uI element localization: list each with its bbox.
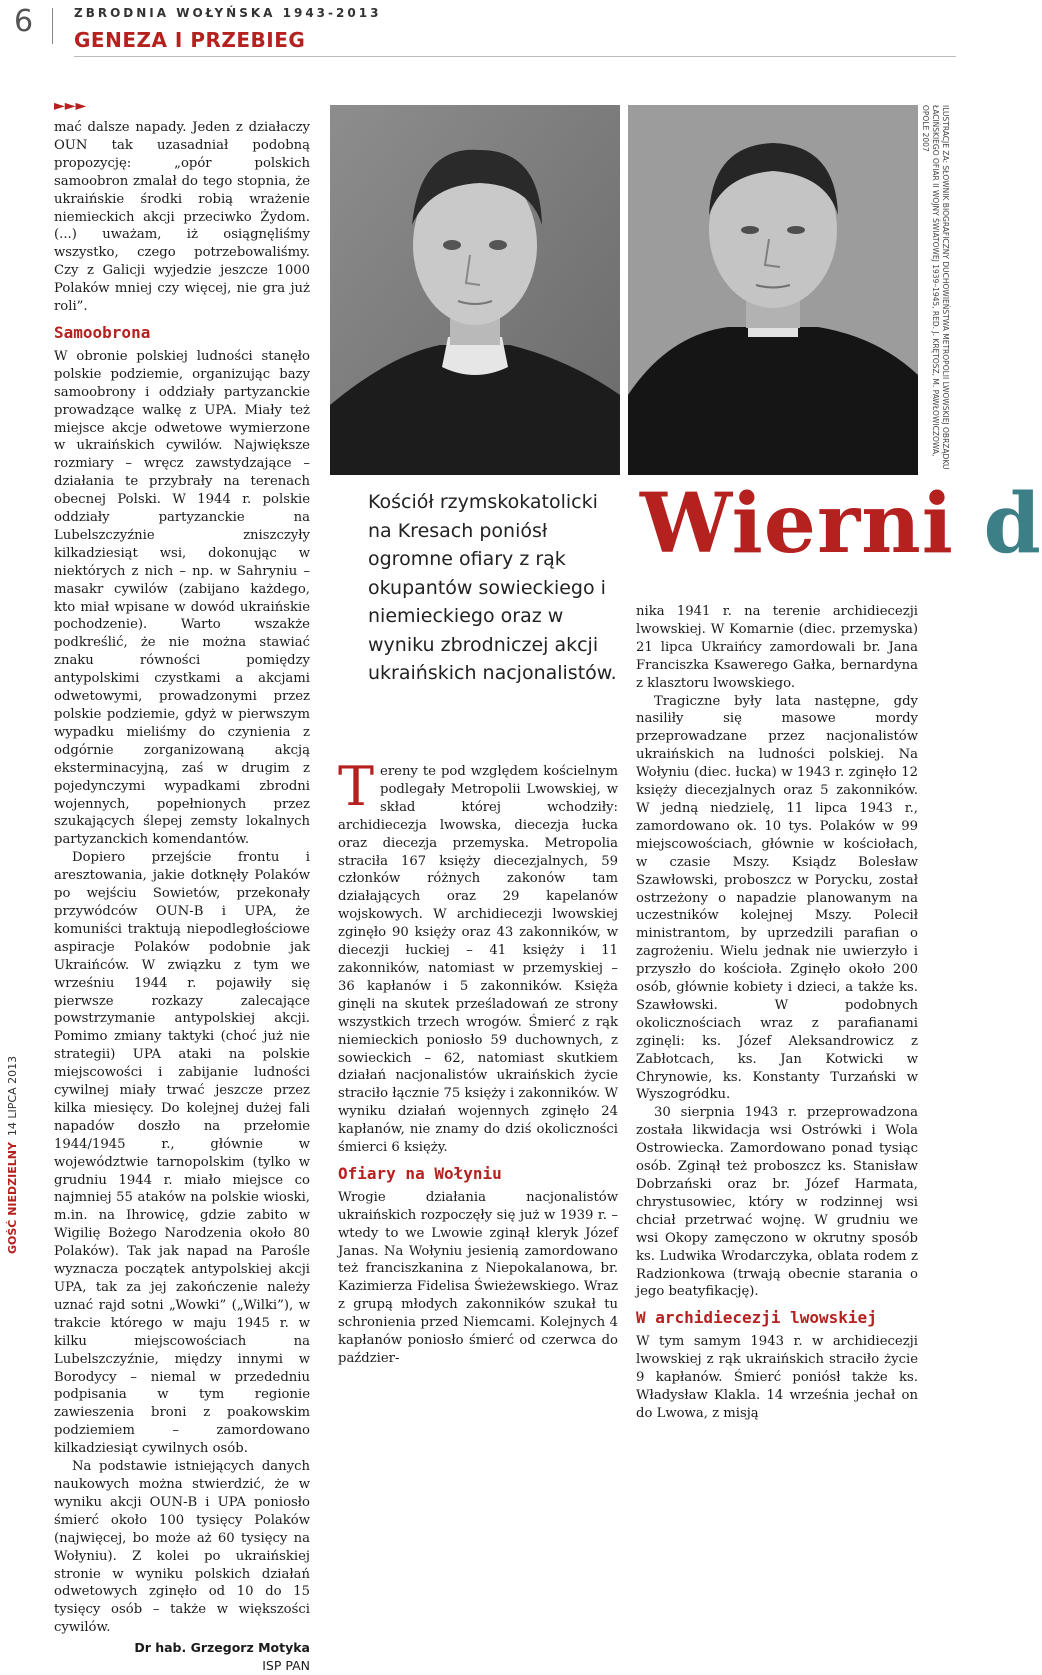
paragraph: nika 1941 r. na terenie archidiecezji lwowskiej. W Komarnie (diec. przemyska) 21 lipca Ukraińcy zamordowali br. Jana Franciszka Ksawerego Gałka, bernardyna z klasztoru lwowskiego. bbox=[636, 604, 918, 691]
margin-label bbox=[0, 1055, 22, 1256]
section-title: GENEZA I PRZEBIEG bbox=[74, 28, 306, 52]
magazine-name: GOŚĆ NIEDZIELNY bbox=[6, 1142, 19, 1254]
priest-portrait-2 bbox=[628, 105, 918, 475]
lead-paragraph: Kościół rzymskokatolicki na Kresach poniósł ogromne ofiary z rąk okupantów sowieckiego i niemieckiego oraz w wyniku zbrodniczej akcji ukraińskich nacjonalistów. bbox=[368, 491, 617, 684]
paragraph: W tym samym 1943 r. w archidiecezji lwowskiej z rąk ukraińskich straciło życie 9 kapłanów. Śmierć poniósł także ks. Władysław Klakla. 14 września jechał on do Lwowa, z misją bbox=[636, 1334, 918, 1421]
column-1 bbox=[54, 119, 310, 1675]
paragraph: Wrogie działania nacjonalistów ukraińskich rozpoczęły się już w 1939 r. – wtedy to we Lwowie zginął kleryk Józef Janas. Na Wołyniu jesienią zamordowano też franciszkanina z Niepokalanowa, br. Kazimierza Fidelisa Świeżewskiego. Wraz z grupą młodych zakonników szukał tu schronienia przed Niemcami. Kolejnych 4 kapłanów poniosło śmierć od czerwca do paździer- bbox=[338, 1189, 618, 1366]
page-number: 6 bbox=[14, 4, 34, 39]
photo-credit: ILUSTRACJE ZA: SŁOWNIK BIOGRAFICZNY DUCHOWIEŃSTWA METROPOLII LWOWSKIEJ OBRZĄDKU ŁACIŃSKIEGO OFIAR II WOJNY ŚWIATOWEJ 1939–1945, RED. J. KRĘTOSZ, M. PAWŁOWICZOWA, OPOLE 2007 bbox=[921, 105, 950, 470]
paragraph: Tereny te pod względem kościelnym podlegały Metropolii Lwowskiej, w skład której wchodziły: archidiecezja lwowska, diecezja łucka oraz diecezja przemyska. Metropolia straciła 167 księży diecezjalnych, 59 członków różnych zakonów tam działających oraz 29 kapelanów wojskowych. W archidiecezji lwowskiej zginęło 90 księży oraz 43 zakonników, w diecezji łuckiej – 41 księży i 11 zakonników, natomiast w przemyskiej – 36 kapłanów i 5 zakonników. Księża ginęli na skutek prześladowań ze strony wszystkich trzech wrogów. Śmierć z rąk niemieckich poniosło 59 duchownych, z sowieckich – 62, natomiast skutkiem działań nacjonalistów ukraińskich życie straciło łącznie 75 księży i zakonników. W wyniku działań wojennych zginęło 24 kapłanów, nie znamy do dziś okoliczności śmierci 6 księży. bbox=[338, 755, 618, 1156]
paragraph: mać dalsze napady. Jeden z działaczy OUN tak uzasadniał podobną propozycję: „opór polskich samoobron zmalał do tego stopnia, że ukraińskie środki robią wrażenie niemieckich akcji przeciwko Żydom. (...) uważam, iż osiągnęliśmy wszystko, czego potrzebowaliśmy. Czy z Galicji wyjedzie jeszcze 1000 Polaków mniej czy więcej, nie gra już roli”. bbox=[54, 120, 310, 315]
paragraph: Tragiczne były lata następne, gdy nasiliły się masowe mordy przeprowadzane przez nacjonalistów ukraińskich na ludności polskiej. Na Wołyniu (diec. łucka) w 1943 r. zginęło 12 księży diecezjalnych oraz 5 zakonników. W jedną niedzielę, 11 lipca 1943 r., zamordowano ok. 10 tys. Polaków w 99 miejscowościach, głównie w kościołach, w czasie Mszy. Ksiądz Bolesław Szawłowski, proboszcz w Porycku, został ostrzeżony o napadzie planowanym na uczestników kolejnej Mszy. Polecił ministrantom, by uprzedzili parafian o zagrożeniu. Wielu jednak nie uwierzyło i przyszło do kościoła. Zginęło około 200 osób, głównie kobiety i dzieci, a także ks. Szawłowski. W podobnych okolicznościach wraz z parafianami zginęli: ks. Józef Aleksandrowicz z Zabłotcach, ks. Jan Kotwicki w Chrynowie, ks. Konstanty Turzański w Wyszogródku. bbox=[636, 693, 918, 1103]
header-rule bbox=[74, 56, 956, 57]
page-number-divider bbox=[52, 8, 53, 44]
paragraph: 30 sierpnia 1943 r. przeprowadzona została likwidacja wsi Ostrówki i Wola Ostrowiecka. Zamordowano ponad tysiąc osób. Zginął też proboszcz ks. Stanisław Dobrzański oraz br. Józef Harmata, chrystusowiec, który w rodzinnej wsi chciał przetrwać wojnę. W grudniu we wsi Okopy zamęczono w okrutny sposób ks. Ludwika Wrodarczyka, oblata rodem z Radzionkowa (trwają obecnie starania o jego beatyfikację). bbox=[636, 1105, 918, 1300]
title-tail: d bbox=[983, 476, 1042, 572]
drop-cap: T bbox=[338, 755, 375, 818]
title-main: Wierni bbox=[640, 476, 954, 572]
paragraph: W obronie polskiej ludności stanęło polskie podziemie, organizując bazy samoobrony i oddziały partyzanckie prowadzące walkę z UPA. Miały też miejsce akcje odwetowe wymierzone w ukraińskich cywilów. Największe rozmiary – wręcz zawstydzające – działania te przybrały na terenach obecnej Polski. W 1944 r. polskie oddziały partyzanckie na Lubelszczyźnie zniszczyły kilkadziesiąt wsi, dokonując w niektórych z nich – np. w Sahryniu – masakr cywilów (zabijano każdego, kto miał wpisane w dowód ukraińskie pochodzenie). Warto wszakże podkreślić, że nie można stawiać znaku równości pomiędzy antypolskimi czystkami a akcjami odwetowymi, prowadzonymi przez polskie podziemie, gdyż w pierwszym wypadku mieliśmy do czynienia z odgórnie zorganizowaną akcją eksterminacyjną, zaś w drugim z pojedynczymi wypadkami zbrodni wojennych, popełnionych przez szukających ślepej zemsty lokalnych partyzanckich komendantów. bbox=[54, 348, 310, 848]
subheading-samoobrona: Samoobrona bbox=[54, 322, 151, 342]
priest-portrait-1 bbox=[330, 105, 620, 475]
column-3 bbox=[636, 603, 918, 1423]
supertitle: ZBRODNIA WOŁYŃSKA 1943-2013 bbox=[74, 6, 382, 20]
author-affiliation: ISP PAN bbox=[262, 1658, 310, 1674]
subheading-w-archidiecezji-lwowskiej: W archidiecezji lwowskiej bbox=[636, 1308, 877, 1328]
continuation-arrows: ►►► bbox=[54, 98, 87, 114]
subheading-ofiary-na-wolyniu: Ofiary na Wołyniu bbox=[338, 1163, 502, 1183]
issue-date: 14 LIPCA 2013 bbox=[6, 1055, 19, 1137]
paragraph: Dopiero przejście frontu i aresztowania, jakie dotknęły Polaków po wejściu Sowietów, przekonały przywódców OUN-B i UPA, że komuniści traktują niepodległościowe aspiracje Polaków podobnie jak Ukraińców. W związku z tym we wrześniu 1944 r. pojawiły się pierwsze rozkazy zalecające powstrzymanie antypolskiej akcji. Pomimo zmiany taktyki (choć już nie strategii) UPA ataki na polskie miejscowości i zabijanie ludności cywilnej miały trwać jeszcze przez kilka miesięcy. Do kolejnej dużej fali napadów doszło na przełomie 1944/1945 r., głównie w województwie tarnopolskim (tylko w grudniu 1944 r. miało miejsce co najmniej 55 ataków na polskie wioski, m.in. na Ihrowicę, gdzie zabito w Wigilię Bożego Narodzenia około 80 Polaków). Tak jak napad na Parośle wyznacza początek antypolskiej akcji UPA, tak za jej zakończenie należy uznać rajd sotni „Wowki” („Wilki”), w trakcie którego w maju 1945 r. w kilku miejscowościach na Lubelszczyźnie, między innymi w Borodycy – niemal w przededniu podpisania w tym regionie zawieszenia broni z poakowskim podziemiem – zamordowano kilkadziesiąt cywilnych osób. bbox=[54, 850, 310, 1457]
article-title bbox=[640, 476, 1042, 572]
column-2 bbox=[338, 755, 618, 1368]
paragraph: Na podstawie istniejących danych naukowych można stwierdzić, że w wyniku akcji OUN-B i UPA poniosło śmierć około 100 tysięcy Polaków (najwięcej, bo może aż 60 tysięcy na Wołyniu). Z kolei po ukraińskiej stronie w wyniku polskich działań odwetowych zginęło od 10 do 15 tysięcy osób – także w większości cywilów. bbox=[54, 1459, 310, 1636]
author-name: Dr hab. Grzegorz Motyka bbox=[134, 1640, 310, 1656]
